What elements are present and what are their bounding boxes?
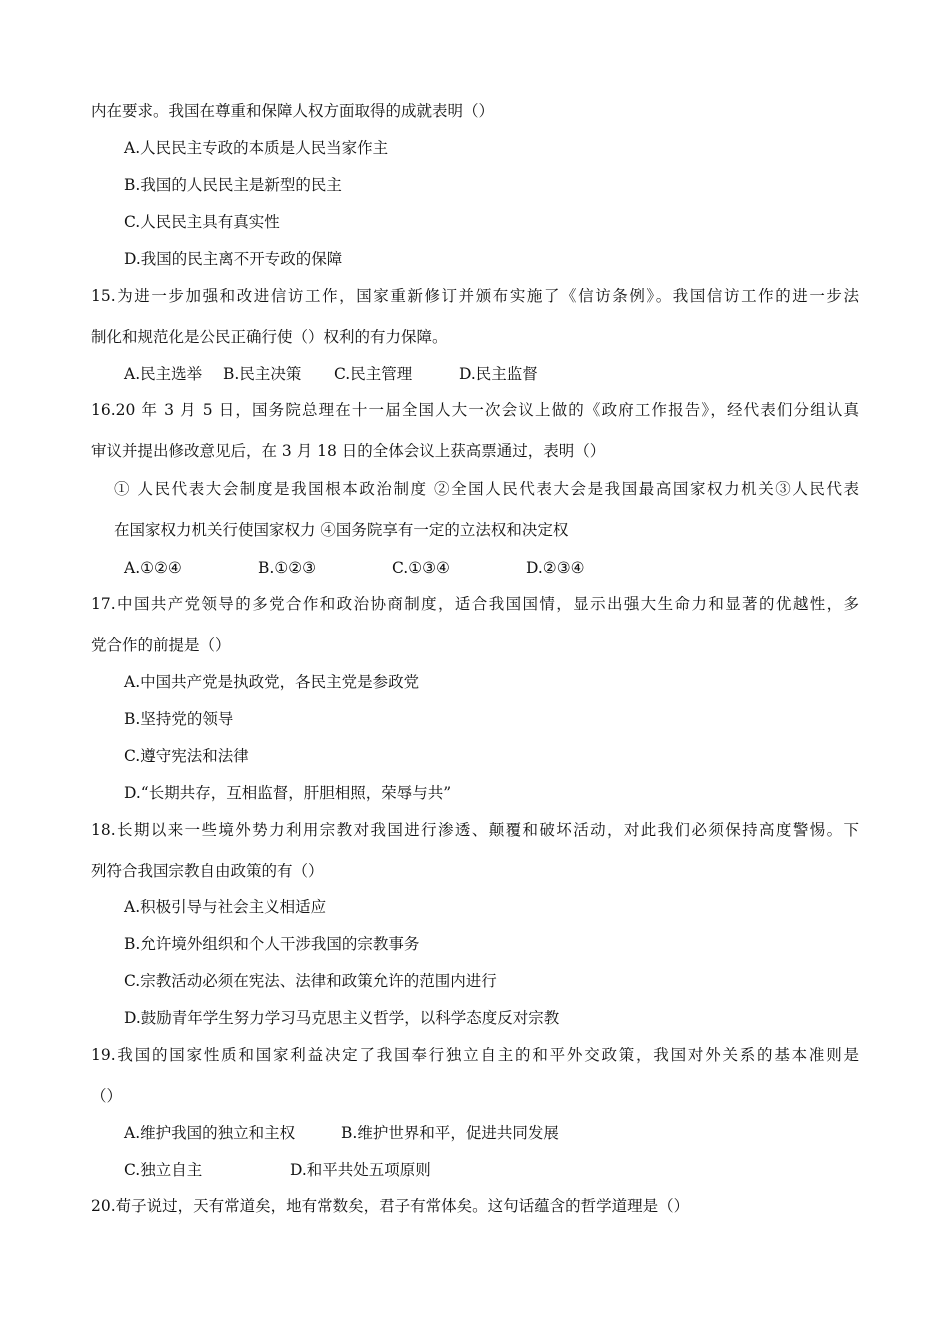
q15-stem-line-2: 制化和规范化是公民正确行使（）权利的有力保障。 [91,328,448,346]
q16-stem-line-2: 审议并提出修改意见后，在 3 月 18 日的全体会议上获高票通过，表明（） [91,442,606,460]
q14-option-c: C.人民民主具有真实性 [124,213,280,231]
q16-stem-line-1: 16.20 年 3 月 5 日，国务院总理在十一届全国人大一次会议上做的《政府工作报告》，经代表们分组认真 [91,401,859,419]
q15-option-a: A.民主选举 [124,365,203,383]
q15-option-d: D.民主监督 [459,365,538,383]
q19-stem-line-1: 19.我国的国家性质和国家利益决定了我国奉行独立自主的和平外交政策，我国对外关系的基本准则是 [91,1046,859,1064]
q14-option-d: D.我国的民主离不开专政的保障 [124,250,343,268]
q19-stem-line-2: （） [91,1087,123,1105]
q20-stem-line-1: 20.荀子说过，天有常道矣，地有常数矣，君子有常体矣。这句话蕴含的哲学道理是（） [91,1197,690,1215]
q15-option-b: B.民主决策 [223,365,302,383]
q15-stem-line-1: 15.为进一步加强和改进信访工作，国家重新修订并颁布实施了《信访条例》。我国信访工作的进一步法 [91,287,859,305]
q19-option-a: A.维护我国的独立和主权 [124,1124,296,1142]
q19-options-row-2 [124,1160,431,1180]
question-14-stem-tail: 内在要求。我国在尊重和保障人权方面取得的成就表明（） [91,102,495,120]
q17-option-d: D.“长期共存，互相监督，肝胆相照，荣辱与共” [124,784,452,802]
q18-option-d: D.鼓励青年学生努力学习马克思主义哲学，以科学态度反对宗教 [124,1009,560,1027]
q15-options-row [124,364,538,384]
q19-options-row-1 [124,1123,559,1143]
q18-stem-line-2: 列符合我国宗教自由政策的有（） [91,862,324,880]
q17-stem-line-2: 党合作的前提是（） [91,636,231,654]
q16-options-row [124,558,585,578]
q17-option-b: B.坚持党的领导 [124,710,234,728]
q17-stem-line-1: 17.中国共产党领导的多党合作和政治协商制度，适合我国国情，显示出强大生命力和显著的优越性，多 [91,595,859,613]
q17-option-c: C.遵守宪法和法律 [124,747,249,765]
q18-option-c: C.宗教活动必须在宪法、法律和政策允许的范围内进行 [124,972,497,990]
q19-option-d: D.和平共处五项原则 [290,1161,431,1179]
q19-option-b: B.维护世界和平，促进共同发展 [341,1124,559,1142]
q16-option-a: A.①②④ [124,559,182,577]
q16-option-b: B.①②③ [258,559,317,577]
q16-option-d: D.②③④ [526,559,585,577]
q17-option-a: A.中国共产党是执政党，各民主党是参政党 [124,673,420,691]
q18-option-a: A.积极引导与社会主义相适应 [124,898,327,916]
q16-statements-line-1: ① 人民代表大会制度是我国根本政治制度 ②全国人民代表大会是我国最高国家权力机关③人民代表 [114,480,859,498]
q14-option-b: B.我国的人民民主是新型的民主 [124,176,342,194]
q18-stem-line-1: 18.长期以来一些境外势力利用宗教对我国进行渗透、颠覆和破坏活动，对此我们必须保持高度警惕。下 [91,821,859,839]
q18-option-b: B.允许境外组织和个人干涉我国的宗教事务 [124,935,420,953]
q16-option-c: C.①③④ [392,559,450,577]
q16-statements-line-2: 在国家权力机关行使国家权力 ④国务院享有一定的立法权和决定权 [114,521,569,539]
q19-option-c: C.独立自主 [124,1161,203,1179]
q14-option-a: A.人民民主专政的本质是人民当家作主 [124,139,389,157]
q15-option-c: C.民主管理 [334,365,413,383]
